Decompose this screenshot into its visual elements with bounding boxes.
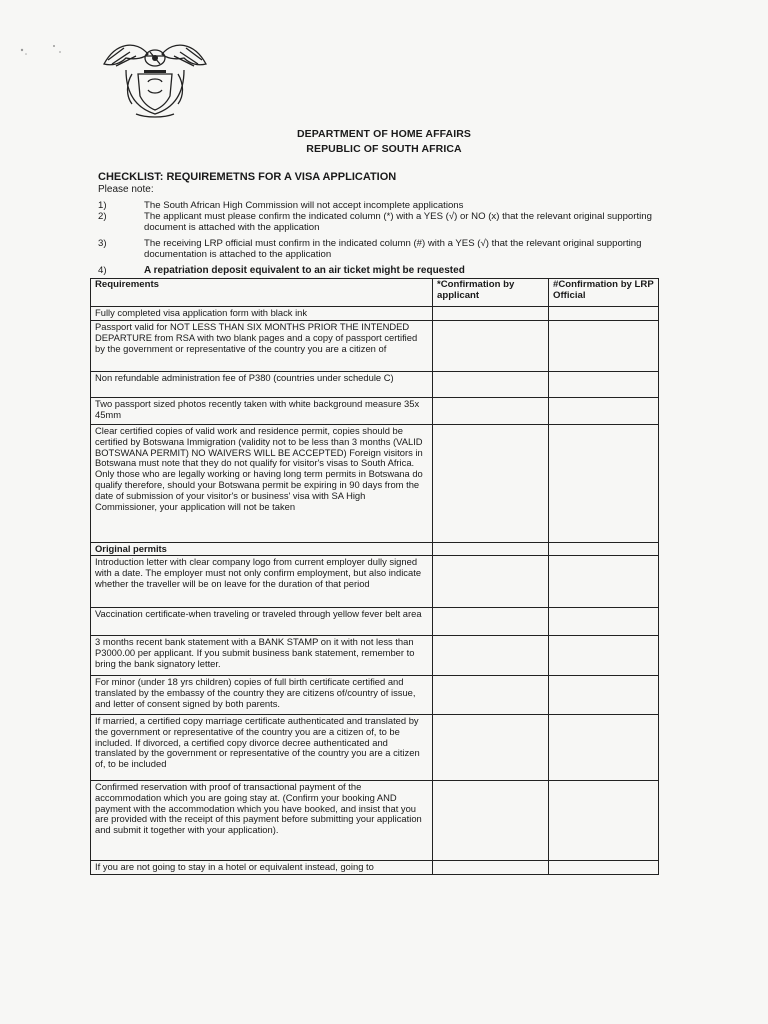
applicant-confirmation-header: *Confirmation by applicant xyxy=(433,279,549,307)
lrp-confirmation-cell[interactable] xyxy=(549,556,659,608)
lrp-confirmation-cell[interactable] xyxy=(549,781,659,861)
requirement-cell: If you are not going to stay in a hotel or equivalent instead, going to xyxy=(91,861,433,875)
table-row xyxy=(91,608,659,636)
requirement-cell: Clear certified copies of valid work and residence permit, copies should be certified by Botswana Immigration (validity not to be less than 3 months (VALID BOTSWANA PERMIT) NO WAIVERS WILL BE ACCEPTED) Foreign visitors in Botswana must note that they do not qualify for visitor's visas to South Africa. Only those who are legally working or having long term permits in Botswana do qualify therefore, should your Botswana permit be expiring in 90 days from the date of submission of your visitor's or business' visa with SA High Commissioner, your application will not be taken xyxy=(91,425,433,543)
note-text: A repatriation deposit equivalent to an air ticket might be requested xyxy=(144,265,465,276)
applicant-confirmation-cell[interactable] xyxy=(433,398,549,425)
lrp-confirmation-cell[interactable] xyxy=(549,307,659,321)
scan-smudge xyxy=(16,40,76,70)
lrp-confirmation-cell[interactable] xyxy=(549,715,659,781)
note-text: The South African High Commission will not accept incomplete applications xyxy=(144,200,464,211)
table-row xyxy=(91,321,659,372)
applicant-confirmation-cell[interactable] xyxy=(433,608,549,636)
lrp-confirmation-cell[interactable] xyxy=(549,676,659,715)
note-number: 4) xyxy=(98,265,107,276)
applicant-confirmation-cell[interactable] xyxy=(433,715,549,781)
lrp-confirmation-cell[interactable] xyxy=(549,636,659,676)
lrp-confirmation-cell[interactable] xyxy=(549,398,659,425)
note-text: The receiving LRP official must confirm in the indicated column (#) with a YES (√) that the relevant original supporting documentation is attached to the application xyxy=(144,238,642,260)
applicant-confirmation-cell[interactable] xyxy=(433,676,549,715)
note-text: The applicant must please confirm the indicated column (*) with a YES (√) or NO (x) that the relevant original supporting document is attached with the application xyxy=(144,211,652,233)
country-heading: REPUBLIC OF SOUTH AFRICA xyxy=(306,143,462,155)
applicant-confirmation-cell[interactable] xyxy=(433,307,549,321)
requirements-table xyxy=(90,278,659,875)
requirement-cell: Vaccination certificate-when traveling or traveled through yellow fever belt area xyxy=(91,608,433,636)
requirement-cell: Fully completed visa application form with black ink xyxy=(91,307,433,321)
applicant-confirmation-cell[interactable] xyxy=(433,636,549,676)
table-row xyxy=(91,861,659,875)
table-row xyxy=(91,307,659,321)
applicant-confirmation-cell[interactable] xyxy=(433,543,549,556)
requirement-cell: Confirmed reservation with proof of transactional payment of the accommodation which you are going stay at. (Confirm your booking AND payment with the accommodation which you have booked, and insist that you are provided with the receipt of this payment before submitting your application and submit it together with your application). xyxy=(91,781,433,861)
note-number: 2) xyxy=(98,211,107,222)
requirement-cell: If married, a certified copy marriage certificate authenticated and translated by the government or representative of the country you are a citizen of, to be included. If divorced, a certified copy divorce decree authenticated and translated by the government or representative of the country you are a citizen of, to be included xyxy=(91,715,433,781)
requirement-cell: Passport valid for NOT LESS THAN SIX MONTHS PRIOR THE INTENDED DEPARTURE from RSA with two blank pages and a copy of passport certified by the government or representative of the country you are a citizen of xyxy=(91,321,433,372)
note-number: 1) xyxy=(98,200,107,211)
applicant-confirmation-cell[interactable] xyxy=(433,556,549,608)
lrp-confirmation-cell[interactable] xyxy=(549,608,659,636)
requirement-cell: For minor (under 18 yrs children) copies of full birth certificate certified and translated by the embassy of the country they are citizens of/country of issue, and letter of consent signed by both parents. xyxy=(91,676,433,715)
lrp-confirmation-cell[interactable] xyxy=(549,861,659,875)
department-heading: DEPARTMENT OF HOME AFFAIRS xyxy=(296,128,472,140)
requirement-cell: Non refundable administration fee of P380 (countries under schedule C) xyxy=(91,372,433,398)
note-number: 3) xyxy=(98,238,107,249)
requirement-cell: Original permits xyxy=(91,543,433,556)
lrp-confirmation-cell[interactable] xyxy=(549,425,659,543)
requirement-cell: Introduction letter with clear company logo from current employer dully signed with a date. The employer must not only confirm employment, but also indicate whether the traveller will be on leave for the duration of that period xyxy=(91,556,433,608)
coat-of-arms-icon xyxy=(96,34,214,120)
applicant-confirmation-cell[interactable] xyxy=(433,861,549,875)
table-row xyxy=(91,398,659,425)
applicant-confirmation-cell[interactable] xyxy=(433,425,549,543)
requirement-cell: 3 months recent bank statement with a BANK STAMP on it with not less than P3000.00 per applicant. If you submit business bank statement, remember to bring the bank signatory letter. xyxy=(91,636,433,676)
applicant-confirmation-cell[interactable] xyxy=(433,781,549,861)
requirements-header: Requirements xyxy=(91,279,433,307)
lrp-confirmation-cell[interactable] xyxy=(549,543,659,556)
table-row xyxy=(91,372,659,398)
lrp-confirmation-cell[interactable] xyxy=(549,372,659,398)
applicant-confirmation-cell[interactable] xyxy=(433,372,549,398)
requirement-cell: Two passport sized photos recently taken with white background measure 35x 45mm xyxy=(91,398,433,425)
please-note-label: Please note: xyxy=(98,184,154,195)
table-row xyxy=(91,676,659,715)
table-row xyxy=(91,543,659,556)
table-row xyxy=(91,781,659,861)
checklist-title: CHECKLIST: REQUIREMETNS FOR A VISA APPLICATION xyxy=(98,171,397,183)
table-header-row xyxy=(91,279,659,307)
lrp-confirmation-cell[interactable] xyxy=(549,321,659,372)
applicant-confirmation-cell[interactable] xyxy=(433,321,549,372)
lrp-confirmation-header: #Confirmation by LRP Official xyxy=(549,279,659,307)
table-row xyxy=(91,425,659,543)
table-row xyxy=(91,556,659,608)
table-row xyxy=(91,715,659,781)
table-row xyxy=(91,636,659,676)
